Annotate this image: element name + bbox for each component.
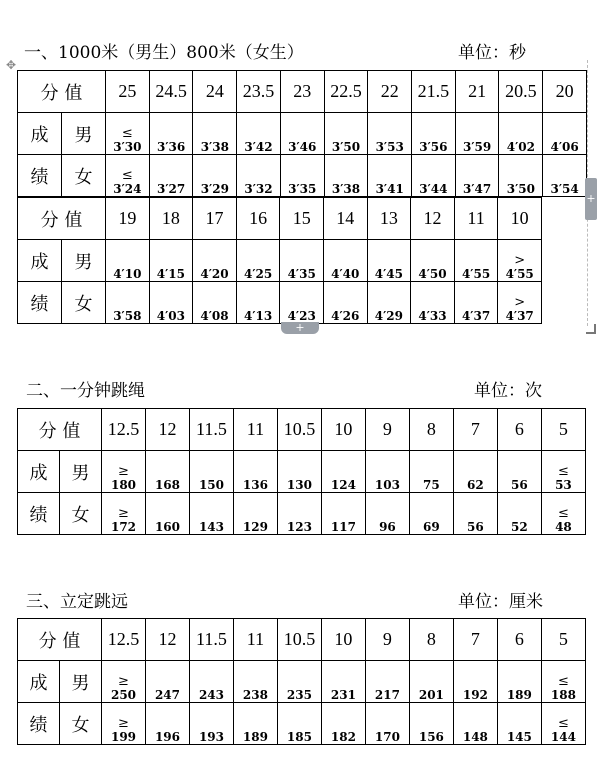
score-value: 14 — [323, 198, 367, 240]
score-value: 9 — [365, 409, 409, 451]
male-result-cell — [454, 240, 498, 282]
female-result-value: 148 — [462, 730, 488, 745]
score-value: 12 — [146, 619, 190, 661]
female-result-cell — [106, 155, 150, 197]
male-label: 男 — [62, 240, 106, 282]
male-result-value: 53 — [555, 478, 572, 493]
score-value: 6 — [497, 619, 541, 661]
male-result-cell — [233, 451, 277, 493]
male-label: 男 — [60, 451, 102, 493]
female-result-value: 145 — [506, 730, 532, 745]
male-result-value: 4′15 — [156, 267, 186, 282]
female-result-cell — [323, 282, 367, 324]
female-result-row — [18, 282, 542, 324]
score-value: 24.5 — [149, 71, 193, 113]
female-result-cell — [365, 703, 409, 745]
female-result-cell — [412, 155, 456, 197]
male-result-value: 189 — [506, 688, 532, 703]
female-result-value: 4′23 — [287, 309, 316, 324]
female-result-cell — [189, 703, 233, 745]
female-result-row — [18, 155, 587, 197]
male-result-value: 3′50 — [331, 140, 361, 155]
female-result-row — [18, 703, 586, 745]
male-result-cell — [277, 661, 321, 703]
score-value: 7 — [453, 619, 497, 661]
male-result-value: 4′45 — [374, 267, 403, 282]
section-3-title: 三、立定跳远 — [26, 592, 128, 612]
male-result-value: 150 — [198, 478, 224, 493]
score-value: 11 — [233, 619, 277, 661]
score-value: 19 — [106, 198, 150, 240]
comparison-symbol: ≤ — [121, 126, 133, 142]
female-result-value: 3′47 — [463, 182, 492, 197]
female-result-value: 4′26 — [331, 309, 360, 324]
male-result-cell — [193, 113, 237, 155]
female-result-value: 4′08 — [200, 309, 229, 324]
score-row — [18, 619, 586, 661]
add-column-handle-icon[interactable]: + — [585, 178, 597, 220]
male-result-cell — [189, 661, 233, 703]
female-result-value: 48 — [555, 520, 572, 535]
female-result-value: 182 — [330, 730, 356, 745]
female-result-value: 156 — [418, 730, 444, 745]
male-result-value: 130 — [286, 478, 312, 493]
female-result-value: 117 — [330, 520, 356, 535]
male-result-cell — [149, 240, 193, 282]
female-result-cell — [409, 493, 453, 535]
table-resize-handle-icon[interactable] — [586, 324, 596, 334]
female-result-cell — [543, 155, 587, 197]
male-result-row — [18, 240, 542, 282]
female-result-value: 4′37 — [461, 309, 491, 324]
female-result-cell — [149, 282, 193, 324]
score-value: 5 — [541, 409, 585, 451]
male-result-value: 3′59 — [463, 140, 492, 155]
female-result-cell — [149, 155, 193, 197]
male-result-cell — [106, 113, 150, 155]
score-value: 12.5 — [102, 619, 146, 661]
score-value: 7 — [453, 409, 497, 451]
female-result-value: 170 — [374, 730, 400, 745]
male-result-value: 4′55 — [505, 267, 534, 282]
female-result-row — [18, 493, 586, 535]
female-result-cell — [146, 493, 190, 535]
comparison-symbol: ≥ — [118, 674, 129, 690]
female-result-cell — [277, 493, 321, 535]
comparison-symbol: ≤ — [557, 464, 569, 480]
section-2-title: 二、一分钟跳绳 — [26, 381, 145, 401]
male-result-value: 3′46 — [288, 140, 317, 155]
female-result-value: 143 — [198, 520, 224, 535]
female-result-value: 3′27 — [156, 182, 186, 197]
female-result-value: 4′03 — [156, 309, 186, 324]
male-result-cell — [321, 661, 365, 703]
female-result-value: 4′29 — [374, 309, 403, 324]
female-result-cell — [411, 282, 455, 324]
male-result-value: 4′06 — [550, 140, 579, 155]
female-result-cell — [237, 155, 281, 197]
male-result-cell — [233, 661, 277, 703]
score-value: 11.5 — [189, 619, 233, 661]
score-value: 8 — [409, 409, 453, 451]
female-result-cell — [497, 493, 541, 535]
score-value: 20 — [543, 71, 587, 113]
result-label-cheng: 成 — [18, 661, 60, 703]
male-result-row — [18, 113, 587, 155]
female-result-value: 3′35 — [288, 182, 317, 197]
score-value: 8 — [409, 619, 453, 661]
male-result-cell — [102, 451, 146, 493]
male-result-value: 4′40 — [331, 267, 360, 282]
score-value: 25 — [106, 71, 150, 113]
female-result-value: 3′38 — [331, 182, 361, 197]
score-value: 21 — [455, 71, 499, 113]
section-2-unit: 单位：次 — [474, 381, 542, 401]
male-result-cell — [321, 451, 365, 493]
male-result-cell — [280, 240, 324, 282]
score-value: 18 — [149, 198, 193, 240]
male-result-value: 103 — [374, 478, 400, 493]
male-result-value: 4′55 — [461, 267, 491, 282]
male-result-value: 3′53 — [375, 140, 404, 155]
female-result-value: 3′24 — [113, 182, 142, 197]
score-row — [18, 198, 542, 240]
male-result-cell — [499, 113, 543, 155]
male-result-value: 62 — [467, 478, 484, 493]
standing-long-jump-table — [17, 618, 586, 745]
male-result-cell — [324, 113, 368, 155]
female-result-cell — [146, 703, 190, 745]
female-result-cell — [233, 493, 277, 535]
female-result-value: 160 — [154, 520, 181, 535]
female-result-cell — [454, 282, 498, 324]
male-result-value: 231 — [330, 688, 356, 703]
female-result-value: 123 — [286, 520, 312, 535]
score-value: 12 — [411, 198, 455, 240]
male-result-cell — [453, 661, 497, 703]
score-value: 11.5 — [189, 409, 233, 451]
score-value: 24 — [193, 71, 237, 113]
male-result-cell — [146, 661, 190, 703]
female-result-value: 193 — [198, 730, 224, 745]
score-value: 17 — [193, 198, 237, 240]
result-label-cheng: 成 — [18, 240, 62, 282]
female-result-value: 4′37 — [505, 309, 534, 324]
male-result-value: 3′38 — [200, 140, 229, 155]
male-result-cell — [146, 451, 190, 493]
female-result-value: 144 — [550, 730, 576, 745]
male-result-value: 192 — [462, 688, 488, 703]
male-result-row — [18, 661, 586, 703]
running-table-part-1 — [17, 70, 587, 197]
score-value: 11 — [454, 198, 498, 240]
comparison-symbol: ≥ — [118, 506, 129, 522]
male-label: 男 — [60, 661, 102, 703]
male-result-cell — [455, 113, 499, 155]
female-result-value: 52 — [511, 520, 528, 535]
female-label: 女 — [62, 282, 106, 324]
male-result-cell — [543, 113, 587, 155]
male-result-cell — [365, 451, 409, 493]
score-value: 23.5 — [237, 71, 281, 113]
comparison-symbol: ≤ — [557, 674, 569, 690]
result-label-ji: 绩 — [18, 703, 60, 745]
male-result-value: 124 — [330, 478, 356, 493]
female-result-value: 199 — [110, 730, 137, 745]
comparison-symbol: ≤ — [121, 168, 133, 184]
male-result-cell — [189, 451, 233, 493]
female-result-cell — [499, 155, 543, 197]
male-result-row — [18, 451, 586, 493]
male-result-value: 168 — [154, 478, 181, 493]
score-value: 12.5 — [102, 409, 146, 451]
male-result-value: 180 — [110, 478, 137, 493]
score-value: 10 — [321, 409, 365, 451]
score-label: 分 值 — [18, 409, 102, 451]
male-result-cell — [409, 661, 453, 703]
female-result-cell — [497, 703, 541, 745]
male-result-value: 4′10 — [113, 267, 142, 282]
female-result-value: 3′29 — [200, 182, 229, 197]
male-result-value: 4′50 — [418, 267, 447, 282]
female-result-value: 172 — [110, 520, 137, 535]
female-result-cell — [541, 493, 585, 535]
result-label-ji: 绩 — [18, 282, 62, 324]
male-result-value: 4′20 — [200, 267, 229, 282]
score-label: 分 值 — [18, 71, 106, 113]
female-result-cell — [102, 493, 146, 535]
male-result-value: 3′56 — [419, 140, 448, 155]
score-label: 分 值 — [18, 619, 102, 661]
score-value: 10.5 — [277, 619, 321, 661]
male-result-cell — [497, 661, 541, 703]
female-result-value: 4′13 — [243, 309, 273, 324]
male-result-value: 3′30 — [113, 140, 142, 155]
female-result-cell — [321, 493, 365, 535]
score-label: 分 值 — [18, 198, 106, 240]
table-move-handle-icon[interactable]: ✥ — [5, 58, 17, 72]
male-result-value: 56 — [511, 478, 528, 493]
male-result-cell — [498, 240, 542, 282]
male-result-cell — [102, 661, 146, 703]
male-result-value: 235 — [286, 688, 312, 703]
male-result-value: 250 — [110, 688, 137, 703]
female-result-cell — [193, 282, 237, 324]
female-result-value: 3′41 — [375, 182, 404, 197]
male-label: 男 — [62, 113, 106, 155]
score-row — [18, 409, 586, 451]
comparison-symbol: ≥ — [118, 464, 129, 480]
female-result-value: 56 — [467, 520, 484, 535]
score-value: 5 — [541, 619, 585, 661]
score-value: 22.5 — [324, 71, 368, 113]
female-result-value: 185 — [286, 730, 312, 745]
female-label: 女 — [62, 155, 106, 197]
female-result-value: 96 — [379, 520, 396, 535]
male-result-value: 243 — [198, 688, 224, 703]
rope-skipping-table — [17, 408, 586, 535]
female-result-cell — [277, 703, 321, 745]
comparison-symbol: ≥ — [118, 716, 129, 732]
female-result-cell — [368, 155, 412, 197]
male-result-cell — [237, 113, 281, 155]
female-result-cell — [189, 493, 233, 535]
male-result-value: 4′02 — [506, 140, 535, 155]
female-result-value: 3′54 — [550, 182, 579, 197]
male-result-cell — [409, 451, 453, 493]
score-value: 15 — [280, 198, 324, 240]
male-result-cell — [541, 661, 585, 703]
result-label-cheng: 成 — [18, 451, 60, 493]
male-result-cell — [106, 240, 150, 282]
female-result-cell — [455, 155, 499, 197]
score-value: 10.5 — [277, 409, 321, 451]
score-value: 6 — [497, 409, 541, 451]
female-result-value: 3′50 — [506, 182, 535, 197]
female-result-cell — [193, 155, 237, 197]
score-value: 12 — [146, 409, 190, 451]
male-result-cell — [323, 240, 367, 282]
comparison-symbol: ≤ — [557, 506, 569, 522]
male-result-cell — [367, 240, 411, 282]
male-result-cell — [497, 451, 541, 493]
score-value: 11 — [233, 409, 277, 451]
male-result-cell — [368, 113, 412, 155]
male-result-cell — [411, 240, 455, 282]
female-result-cell — [453, 703, 497, 745]
female-result-cell — [324, 155, 368, 197]
male-result-value: 4′35 — [287, 267, 316, 282]
female-result-value: 129 — [242, 520, 268, 535]
male-result-cell — [193, 240, 237, 282]
male-result-value: 75 — [423, 478, 440, 493]
female-result-cell — [106, 282, 150, 324]
female-result-cell — [498, 282, 542, 324]
female-result-value: 196 — [154, 730, 181, 745]
female-result-cell — [409, 703, 453, 745]
male-result-cell — [365, 661, 409, 703]
add-row-handle-icon[interactable]: + — [281, 322, 319, 334]
female-result-cell — [280, 282, 324, 324]
female-label: 女 — [60, 493, 102, 535]
score-value: 22 — [368, 71, 412, 113]
female-result-value: 3′32 — [244, 182, 273, 197]
female-result-cell — [233, 703, 277, 745]
score-value: 13 — [367, 198, 411, 240]
score-value: 20.5 — [499, 71, 543, 113]
male-result-value: 247 — [154, 688, 181, 703]
male-result-value: 188 — [550, 688, 576, 703]
male-result-value: 217 — [374, 688, 400, 703]
male-result-value: 201 — [418, 688, 444, 703]
score-value: 23 — [280, 71, 324, 113]
section-1-title: 一、1000米（男生）800米（女生） — [24, 43, 304, 63]
female-result-cell — [236, 282, 280, 324]
male-result-value: 3′36 — [156, 140, 186, 155]
female-result-cell — [453, 493, 497, 535]
male-result-cell — [277, 451, 321, 493]
female-result-cell — [321, 703, 365, 745]
male-result-cell — [412, 113, 456, 155]
male-result-cell — [149, 113, 193, 155]
female-result-cell — [365, 493, 409, 535]
score-row — [18, 71, 587, 113]
male-result-cell — [453, 451, 497, 493]
female-result-value: 189 — [242, 730, 268, 745]
comparison-symbol: > — [514, 295, 526, 311]
score-value: 21.5 — [412, 71, 456, 113]
male-result-value: 3′42 — [244, 140, 273, 155]
female-result-value: 3′58 — [113, 309, 142, 324]
female-label: 女 — [60, 703, 102, 745]
male-result-value: 4′25 — [243, 267, 273, 282]
male-result-cell — [280, 113, 324, 155]
result-label-cheng: 成 — [18, 113, 62, 155]
comparison-symbol: ≤ — [557, 716, 569, 732]
female-result-value: 4′33 — [418, 309, 447, 324]
female-result-value: 3′44 — [419, 182, 448, 197]
score-value: 9 — [365, 619, 409, 661]
score-value: 10 — [498, 198, 542, 240]
female-result-cell — [367, 282, 411, 324]
comparison-symbol: > — [514, 253, 526, 269]
section-1-unit: 单位：秒 — [458, 43, 526, 63]
female-result-value: 69 — [423, 520, 440, 535]
running-table-part-2 — [17, 197, 542, 324]
female-result-cell — [102, 703, 146, 745]
female-result-cell — [541, 703, 585, 745]
section-3-unit: 单位：厘米 — [458, 592, 543, 612]
score-value: 10 — [321, 619, 365, 661]
male-result-value: 238 — [242, 688, 268, 703]
male-result-value: 136 — [242, 478, 268, 493]
result-label-ji: 绩 — [18, 493, 60, 535]
result-label-ji: 绩 — [18, 155, 62, 197]
male-result-cell — [541, 451, 585, 493]
male-result-cell — [236, 240, 280, 282]
score-value: 16 — [236, 198, 280, 240]
female-result-cell — [280, 155, 324, 197]
